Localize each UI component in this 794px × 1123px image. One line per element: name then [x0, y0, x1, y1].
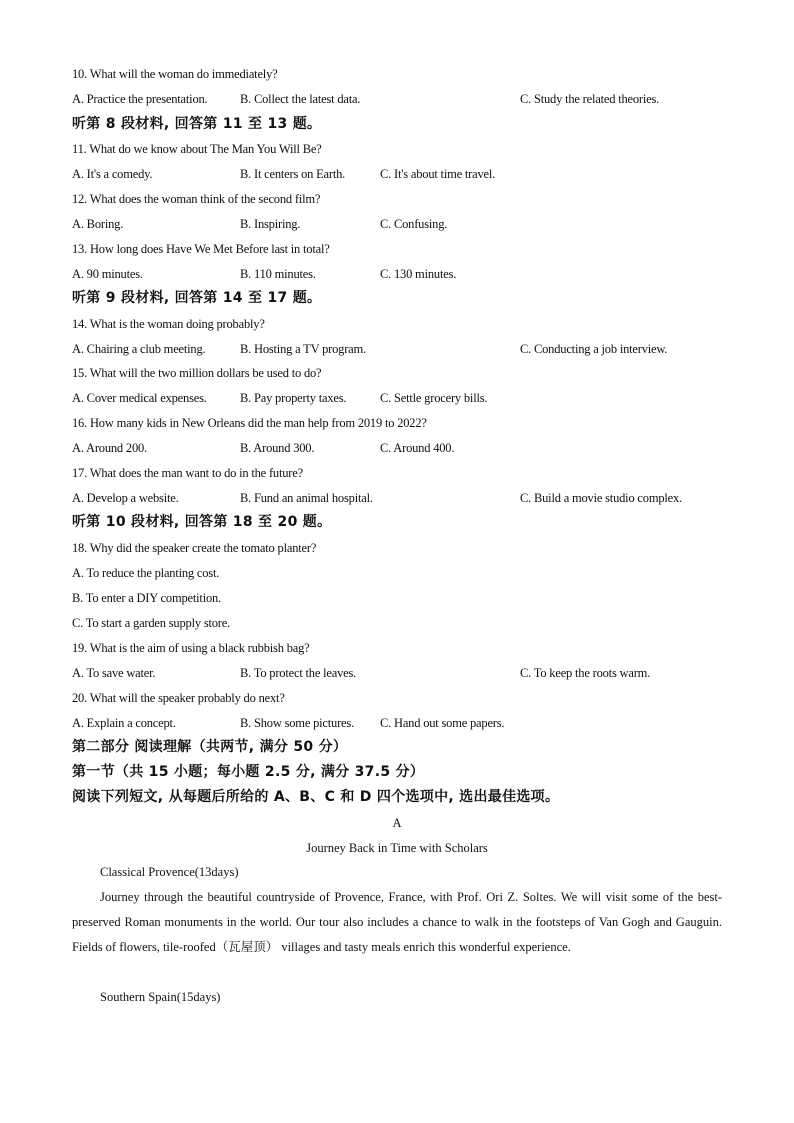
options-17 [72, 490, 722, 506]
option-c: C. Settle grocery bills. [380, 391, 488, 405]
tour-description-provence: Journey through the beautiful countryside of Provence, France, with Prof. Ori Z. Soltes. We will visit some of the best-preserved Roman monuments in the world. Our tour also includes a chance to walk in the footsteps of Van Gogh and Gauguin. Fields of flowers, tile-roofed（瓦屋顶） villages and tasty meals enrich this wonderful experience. [72, 890, 722, 954]
option-c: C. Around 400. [380, 441, 455, 455]
tour-name-provence: Classical Provence(13days) [100, 865, 239, 879]
option-c: C. Study the related theories. [520, 92, 660, 106]
options-12 [72, 216, 722, 232]
options-10 [72, 91, 722, 107]
question-19: 19. What is the aim of using a black rubbish bag? [72, 641, 310, 655]
option-b: B. To protect the leaves. [240, 666, 357, 680]
section-heading-10: 听第 10 段材料, 回答第 18 至 20 题。 [72, 514, 332, 530]
question-12: 12. What does the woman think of the second film? [72, 192, 321, 206]
question-10: 10. What will the woman do immediately? [72, 67, 278, 81]
question-18: 18. Why did the speaker create the tomato planter? [72, 541, 317, 555]
question-17: 17. What does the man want to do in the future? [72, 466, 303, 480]
option-a: A. It's a comedy. [72, 167, 153, 181]
option-a: A. Cover medical expenses. [72, 391, 207, 405]
options-20 [72, 715, 722, 731]
part2-section1-heading: 第一节（共 15 小题；每小题 2.5 分, 满分 37.5 分） [72, 764, 425, 780]
option-c: C. Conducting a job interview. [520, 342, 668, 356]
options-13 [72, 266, 722, 282]
option-c: C. To keep the roots warm. [520, 666, 651, 680]
option-a: A. To save water. [72, 666, 156, 680]
option-c: C. It's about time travel. [380, 167, 496, 181]
option-b: B. Inspiring. [240, 217, 301, 231]
part2-instruction: 阅读下列短文, 从每题后所给的 A、B、C 和 D 四个选项中, 选出最佳选项。 [72, 789, 560, 805]
question-16: 16. How many kids in New Orleans did the man help from 2019 to 2022? [72, 416, 427, 430]
option-b: B. It centers on Earth. [240, 167, 346, 181]
option-a: A. Practice the presentation. [72, 92, 208, 106]
options-14 [72, 341, 722, 357]
question-15: 15. What will the two million dollars be used to do? [72, 366, 322, 380]
question-20: 20. What will the speaker probably do next? [72, 691, 285, 705]
option-a: A. 90 minutes. [72, 267, 143, 281]
option-a: A. Explain a concept. [72, 716, 176, 730]
question-14: 14. What is the woman doing probably? [72, 317, 265, 331]
question-13: 13. How long does Have We Met Before last in total? [72, 242, 330, 256]
option-b: B. Collect the latest data. [240, 92, 361, 106]
option-a: A. Around 200. [72, 441, 147, 455]
options-11 [72, 166, 722, 182]
option-a: A. Develop a website. [72, 491, 179, 505]
options-15 [72, 390, 722, 406]
option-b: B. Fund an animal hospital. [240, 491, 373, 505]
option-c: C. Hand out some papers. [380, 716, 505, 730]
option-a: A. Chairing a club meeting. [72, 342, 206, 356]
option-b: B. Hosting a TV program. [240, 342, 366, 356]
option-c: C. 130 minutes. [380, 267, 457, 281]
options-16 [72, 440, 722, 456]
question-11: 11. What do we know about The Man You Will Be? [72, 142, 322, 156]
option-c: C. To start a garden supply store. [72, 616, 231, 630]
tour-name-spain: Southern Spain(15days) [100, 990, 221, 1004]
option-b: B. 110 minutes. [240, 267, 316, 281]
option-a: A. Boring. [72, 217, 124, 231]
option-b: B. To enter a DIY competition. [72, 591, 221, 605]
option-b: B. Around 300. [240, 441, 315, 455]
option-c: C. Confusing. [380, 217, 448, 231]
options-19 [72, 665, 722, 681]
section-heading-8: 听第 8 段材料, 回答第 11 至 13 题。 [72, 116, 322, 132]
passage-title: Journey Back in Time with Scholars [306, 841, 488, 855]
passage-letter: A [392, 816, 402, 830]
option-b: B. Pay property taxes. [240, 391, 347, 405]
section-heading-9: 听第 9 段材料, 回答第 14 至 17 题。 [72, 290, 322, 306]
option-b: B. Show some pictures. [240, 716, 354, 730]
part2-heading: 第二部分 阅读理解（共两节, 满分 50 分） [72, 739, 348, 755]
option-c: C. Build a movie studio complex. [520, 491, 682, 505]
option-a: A. To reduce the planting cost. [72, 566, 220, 580]
